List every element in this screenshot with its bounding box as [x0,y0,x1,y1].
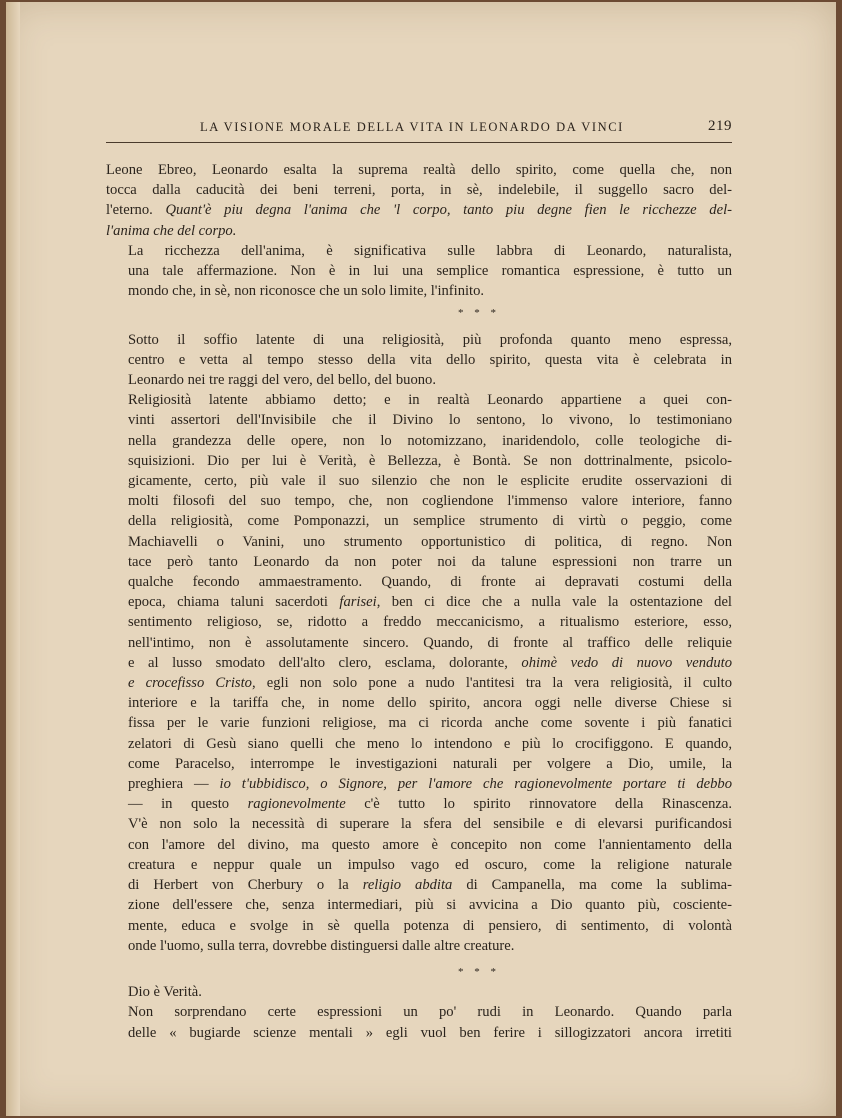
running-title: LA VISIONE MORALE DELLA VITA IN LEONARDO DA VINCI [200,120,624,134]
quote-leonardo: Quant'è piu degna l'anima che 'l corpo, tanto piu degne fien le ricchezze del- [165,202,732,219]
text-line: centro e vetta al tempo stesso della vita dello spirito, questa vita è celebrata in [128,351,732,368]
text-line: qualche fecondo ammaestramento. Quando, di fronte ai depravati costumi della [128,574,732,591]
paragraph-5 [106,982,732,1002]
text-line: mente, educa e svolge in sè quella potenza di pensiero, di sentimento, di volontà [128,917,732,934]
text-line: della religiosità, come Pomponazzi, un semplice strumento di virtù o peggio, come [128,513,732,530]
paragraph-6 [106,1002,732,1042]
text-line: zelatori di Gesù siano quelli che meno lo intendono e più lo crocifiggono. E quando, [128,735,732,752]
text-line: La ricchezza dell'anima, è significativa sulle labbra di Leonardo, naturalista, [128,242,732,259]
text-line: delle « bugiarde scienze mentali » egli vuol ben ferire i sillogizzatori ancora irretiti [128,1024,732,1041]
text-line: interiore e la tariffa che, in nome dello spirito, ancora oggi nelle diverse Chiese si [128,695,732,712]
book-page [6,2,836,1116]
text-line: nella grandezza delle opere, non lo notomizzano, inaridendolo, colle teologiche di- [128,432,732,449]
text-line: tocca dalla caducità dei beni terreni, porta, in sè, indelebile, il suggello sacro del- [106,182,732,199]
paragraph-2 [106,241,732,302]
paragraph-4 [106,390,732,956]
text-line: V'è non solo la necessità di superare la sfera del sensibile e di elevarsi purificandosi [128,816,732,833]
page-header [106,120,732,143]
text-line: creatura e neppur quale un impulso vago ed oscuro, come la religione naturale [128,856,732,873]
text-line: fissa per le varie funzioni religiose, ma ci ricorda anche come sovente i più fanatici [128,715,732,732]
text-line: e al lusso smodato dell'alto clero, esclama, dolorante, ohimè vedo di nuovo venduto [128,654,732,671]
paragraph-3 [106,330,732,391]
text-line: epoca, chiama taluni sacerdoti farisei, ben ci dice che a nulla vale la ostentazione del [128,594,732,611]
text-line: preghiera — io t'ubbidisco, o Signore, per l'amore che ragionevolmente portare ti debbo [128,776,732,793]
section-separator: * * * [458,307,500,320]
text-line: nell'intimo, non è assolutamente sincero. Quando, di fronte al traffico delle reliquie [128,634,732,651]
text-line: Sotto il soffio latente di una religiosità, più profonda quanto meno espressa, [128,331,732,348]
text-line: l'anima che del corpo. [106,222,237,239]
word-ragionevolmente: ragionevolmente [247,796,346,813]
text-line: tace però tanto Leonardo da non poter noi da talune espressioni non trarre un [128,553,732,570]
text-line: zione dell'essere che, senza intermediari, più si avvicina a Dio quanto più, cosciente- [128,897,732,914]
text-line: Religiosità latente abbiamo detto; e in realtà Leonardo appartiene a quei con- [128,392,732,409]
text-line: Leone Ebreo, Leonardo esalta la suprema realtà dello spirito, come quella che, non [106,162,732,178]
text-line: — in questo ragionevolmente c'è tutto lo spirito rinnovatore della Rinascenza. [128,796,732,813]
body-text [106,160,732,1043]
text-line: e crocefisso Cristo, egli non solo pone a nudo l'antitesi tra la vera religiosità, il culto [128,675,732,692]
text-line: sentimento religioso, se, ridotto a freddo meccanicismo, a ritualismo esteriore, esso, [128,614,732,631]
paragraph-1 [106,160,732,241]
text-line: molti filosofi del suo tempo, che, non cogliendone l'immenso valore interiore, fanno [128,493,732,510]
quote-preghiera: io t'ubbidisco, o Signore, per l'amore che ragionevolmente portare ti debbo [219,776,732,793]
text-line: onde l'uomo, sulla terra, dovrebbe distinguersi dalle altre creature. [128,937,515,954]
text-line: Non sorprendano certe espressioni un po' rudi in Leonardo. Quando parla [128,1004,732,1021]
text-line: di Herbert von Cherbury o la religio abdita di Campanella, ma come la sublima- [128,877,733,894]
page-number: 219 [708,118,732,134]
quote-crocefisso: e crocefisso Cristo [128,675,252,692]
quote-venduto: ohimè vedo di nuovo venduto [521,654,732,671]
text-line: vinti assertori dell'Invisibile che il Divino lo sentono, lo vivono, lo testimoniano [128,412,732,429]
word-farisei: farisei [339,594,377,611]
text-line: una tale affermazione. Non è in lui una semplice romantica espressione, è tutto un [128,263,732,280]
text-line: Leonardo nei tre raggi del vero, del bello, del buono. [128,372,436,389]
text-line: l'eterno. Quant'è piu degna l'anima che 'l corpo, tanto piu degne fien le ricchezze del- [106,202,732,219]
text-line: con l'amore del divino, ma questo amore è concepito non come l'annientamento della [128,836,732,853]
text-line: squisizioni. Dio per lui è Verità, è Bellezza, è Bontà. Se non dottrinalmente, psicolo- [128,452,732,469]
word-religio-abdita: religio abdita [362,877,453,894]
section-separator: * * * [458,965,500,978]
text-line: come Paracelso, interrompe le investigazioni naturali per volgere a Dio, umile, la [128,755,732,772]
text-line: mondo che, in sè, non riconosce che un solo limite, l'infinito. [128,283,485,300]
text-line: gicamente, certo, più vale il suo silenzio che non le esplicite erudite osservazioni di [128,473,732,490]
text-line: Dio è Verità. [128,984,202,1001]
text-line: Machiavelli o Vanini, uno strumento opportunistico di politica, di regno. Non [128,533,732,550]
page-spine-shadow [6,2,20,1116]
